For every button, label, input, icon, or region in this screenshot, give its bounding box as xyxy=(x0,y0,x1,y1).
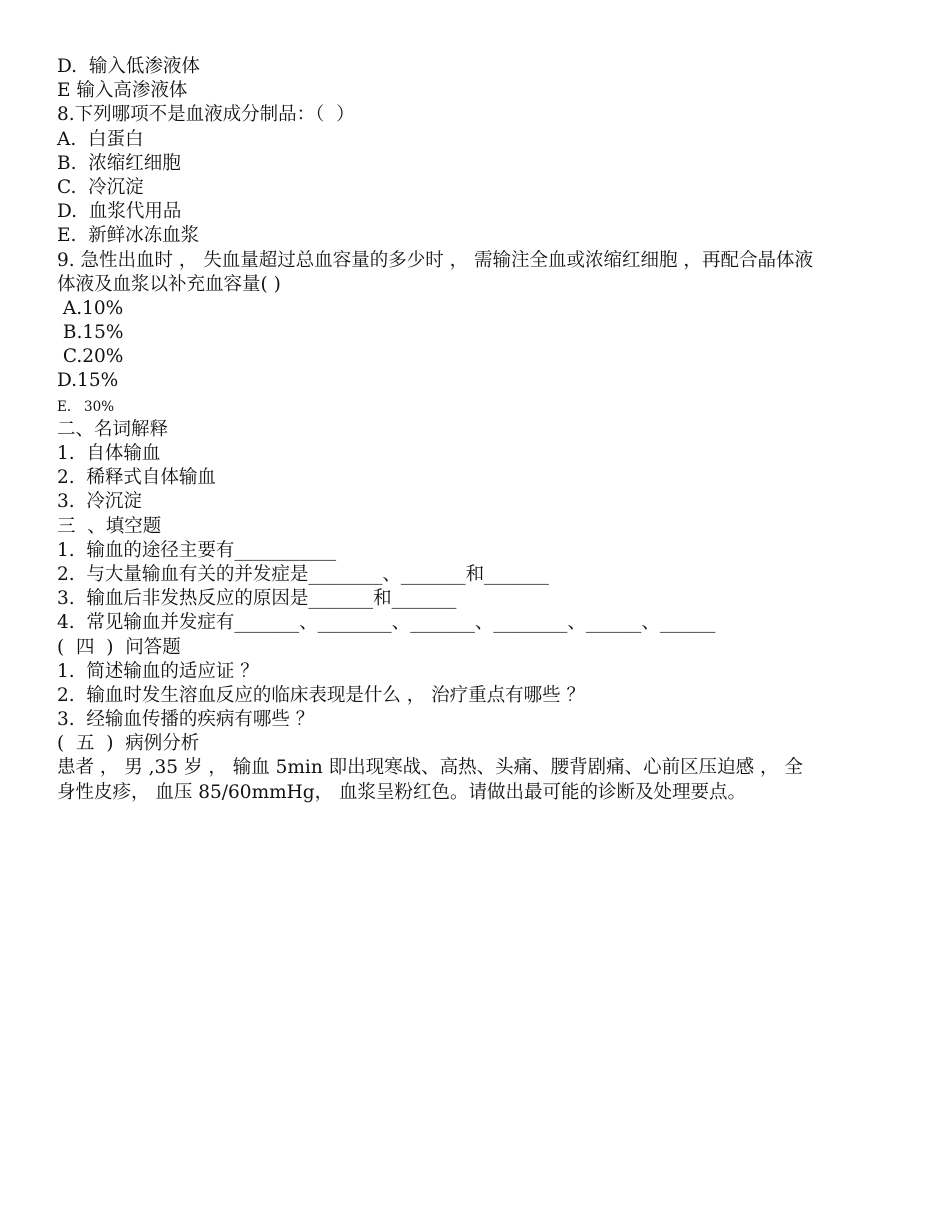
q9-stem: 9. 急性出血时 ， 失血量超过总血容量的多少时 ， 需输注全血或浓缩红细胞 ，再配合晶体液 体液及血浆以补充血容量( ) xyxy=(57,249,813,295)
q9-option-e: E. 30% xyxy=(57,398,115,415)
section4-item-2: 2. 输血时发生溶血反应的临床表现是什么 ， 治疗重点有哪些 ？ xyxy=(57,684,586,706)
document-page xyxy=(57,55,817,805)
section3-item-3: 3. 输血后非发热反应的原因是_______和_______ xyxy=(57,588,457,610)
q8-stem: 8.下列哪项不是血液成分制品：（ ） xyxy=(57,104,355,126)
section4-title: ( 四 ) 问答题 xyxy=(57,636,181,658)
q8-option-b: B. 浓缩红细胞 xyxy=(57,152,181,174)
section2-item-1: 1. 自体输血 xyxy=(57,443,161,465)
section4-item-1: 1. 简述输血的适应证 ？ xyxy=(57,660,259,682)
section3-item-2: 2. 与大量输血有关的并发症是________、_______和_______ xyxy=(57,563,549,585)
section5-title: ( 五 ) 病例分析 xyxy=(57,733,200,755)
section3-title: 三 、填空题 xyxy=(57,515,162,537)
section4-item-3: 3. 经输血传播的疾病有哪些 ？ xyxy=(57,709,315,731)
section2-item-2: 2. 稀释式自体输血 xyxy=(57,467,216,489)
q8-option-d: D. 血浆代用品 xyxy=(57,201,182,223)
section2-item-3: 3. 冷沉淀 xyxy=(57,491,142,513)
q7-option-e: E 输入高渗液体 xyxy=(57,80,188,102)
q7-option-d: D. 输入低渗液体 xyxy=(57,56,200,77)
q9-option-c: C.20% xyxy=(57,346,124,368)
q8-option-c: C. 冷沉淀 xyxy=(57,176,144,198)
section5-case-text: 患者 ， 男 ,35 岁 ， 输血 5min 即出现寒战、高热、头痛、腰背剧痛、心前区压迫感 ， 全身性皮疹， 血压 85/60mmHg， 血浆呈粉红色。请做出最可能的诊断及处理要点。 xyxy=(57,757,803,803)
section3-item-4: 4. 常见输血并发症有_______、________、_______、________、______、______ xyxy=(57,612,716,634)
q9-option-d: D.15% xyxy=(57,370,119,392)
section2-title: 二、名词解释 xyxy=(57,418,169,440)
q9-option-b: B.15% xyxy=(57,322,124,344)
q9-option-a: A.10% xyxy=(57,297,124,319)
section3-item-1: 1. 输血的途径主要有___________ xyxy=(57,539,337,561)
q8-option-e: E. 新鲜冰冻血浆 xyxy=(57,225,200,247)
q8-option-a: A. 白蛋白 xyxy=(57,128,144,150)
